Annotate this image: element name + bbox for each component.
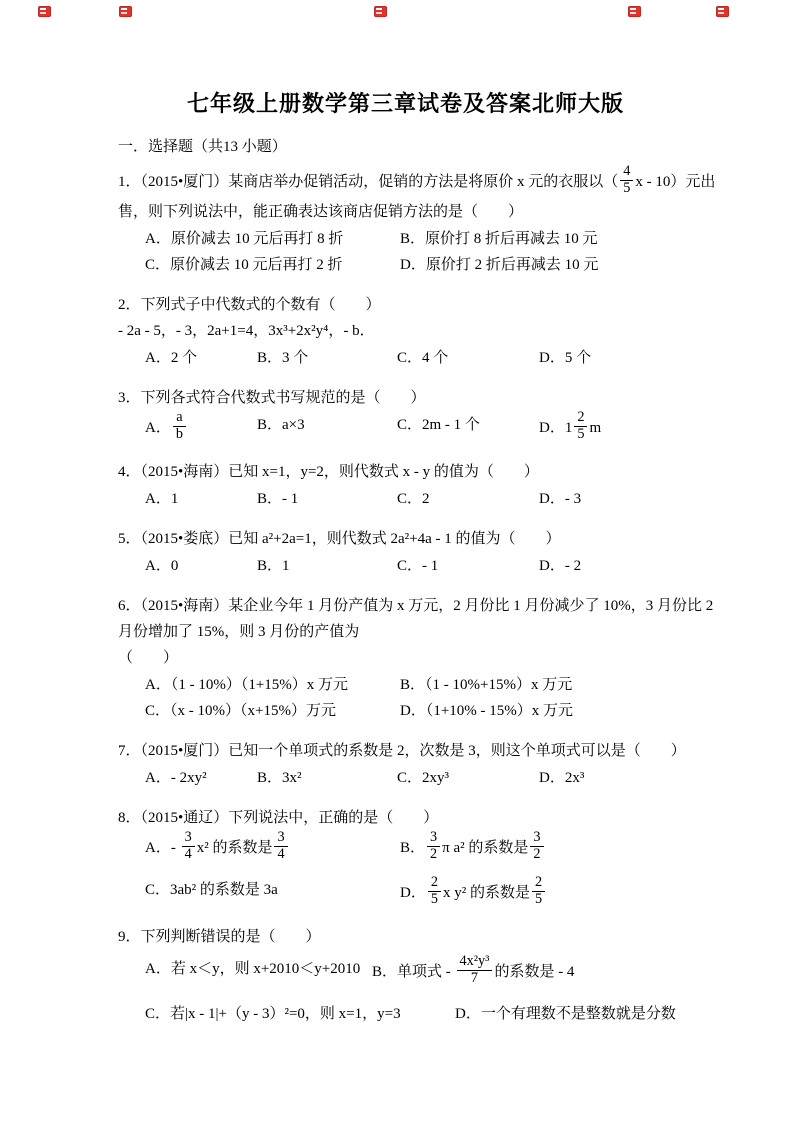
question-2-option-d: D．5 个 <box>539 349 592 366</box>
question-7-options <box>145 765 693 791</box>
question-7-option-d: D．2x³ <box>539 769 585 786</box>
question-6-option-c: C．（x - 10%）（x+15%）万元 <box>145 702 336 719</box>
question-2-option-b: B．3 个 <box>257 349 309 366</box>
question-3-option-a: A． $\frac{a}{b}$ <box>145 412 257 445</box>
question-7 <box>118 738 693 791</box>
question-3-option-c: C．2m - 1 个 <box>397 416 480 433</box>
question-2-expression: - 2a - 5，- 3，2a+1=4，3x³+2x²y⁴，- b． <box>118 322 375 339</box>
question-9-option-c: C．若|x - 1|+（y - 3）²=0，则 x=1，y=3 <box>145 1005 401 1022</box>
question-7-option-b: B．3x² <box>257 769 302 786</box>
question-2-stem-line-1: 2．下列式子中代数式的个数有（ ） <box>118 296 381 313</box>
question-3-stem-line-1: 3．下列各式符合代数式书写规范的是（ ） <box>118 389 426 406</box>
question-8 <box>118 805 693 910</box>
question-4 <box>118 459 693 512</box>
fraction: $\frac{2}{5}$ <box>532 875 545 908</box>
question-9-stem-line-1: 9．下列判断错误的是（ ） <box>118 928 321 945</box>
fraction: $\frac{3}{4}$ <box>182 830 195 863</box>
question-6-option-a: A．（1 - 10%）（1+15%）x 万元 <box>145 676 349 693</box>
question-2 <box>118 292 693 371</box>
question-9-option-d: D．一个有理数不是整数就是分数 <box>455 1005 676 1022</box>
question-7-option-a: A．- 2xy² <box>145 769 207 786</box>
question-6-stem-line-1: 6．（2015•海南）某企业今年 1 月份产值为 x 万元，2 月份比 1 月份减少了 10%，3 月份比 2 <box>118 597 714 614</box>
fraction: $\frac{2}{5}$ <box>428 875 441 908</box>
question-4-option-d: D．- 3 <box>539 490 582 507</box>
red-annotation-icon[interactable] <box>628 6 641 17</box>
red-annotation-icon[interactable] <box>374 6 387 17</box>
question-6-option-b: B．（1 - 10%+15%）x 万元 <box>400 676 573 693</box>
question-1-option-b: B．原价打 8 折后再减去 10 元 <box>400 230 598 247</box>
red-annotation-icon[interactable] <box>38 6 51 17</box>
question-9 <box>118 924 693 1027</box>
question-5-option-c: C．- 1 <box>397 557 439 574</box>
question-5 <box>118 526 693 579</box>
question-7-option-c: C．2xy³ <box>397 769 450 786</box>
question-8-option-d: D． $\frac{2}{5}$ x y² 的系数是 $\frac{2}{5}$ <box>400 877 693 910</box>
red-annotation-icon[interactable] <box>119 6 132 17</box>
question-2-option-a: A．2 个 <box>145 349 198 366</box>
question-3-options <box>145 408 693 445</box>
question-6-stem-line-2: 月份增加了 15%，则 3 月份的产值为 <box>118 623 360 640</box>
question-8-options-row-2 <box>145 873 693 910</box>
question-8-option-b: B． $\frac{3}{2}$ π a² 的系数是 $\frac{3}{2}$ <box>400 832 693 865</box>
question-4-option-c: C．2 <box>397 490 430 507</box>
question-3-option-d: D．1 $\frac{2}{5}$ m <box>539 408 602 442</box>
question-3-option-b: B．a×3 <box>257 416 305 433</box>
question-1-stem-line-2: 售，则下列说法中，能正确表达该商店促销方法的是（ ） <box>118 203 524 220</box>
question-9-options-row-1 <box>145 952 693 989</box>
question-4-option-a: A．1 <box>145 490 179 507</box>
question-1-option-c: C．原价减去 10 元后再打 2 折 <box>145 256 343 273</box>
question-4-stem-line-1: 4．（2015•海南）已知 x=1，y=2，则代数式 x - y 的值为（ ） <box>118 463 539 480</box>
question-6-answer-blank: （ ） <box>118 649 179 666</box>
question-5-option-d: D．- 2 <box>539 557 582 574</box>
question-7-stem-line-1: 7．（2015•厦门）已知一个单项式的系数是 2，次数是 3，则这个单项式可以是（ ） <box>118 742 686 759</box>
question-8-option-c: C．3ab² 的系数是 3a <box>145 881 278 898</box>
question-4-option-b: B．- 1 <box>257 490 299 507</box>
question-6-options <box>145 672 693 724</box>
question-5-options <box>145 553 693 579</box>
question-9-option-a: A．若 x＜y，则 x+2010＜y+2010 <box>145 960 361 977</box>
question-9-option-b: B．单项式 - $\frac{\text{4x²y³}}{7}$ 的系数是 - 4 <box>372 952 575 986</box>
page-title: 七年级上册数学第三章试卷及答案北师大版 <box>186 91 624 116</box>
question-6 <box>118 593 714 724</box>
fraction: $\frac{2}{5}$ <box>574 410 587 443</box>
question-4-options <box>145 486 693 512</box>
fraction: $\frac{4}{5}$ <box>620 164 633 197</box>
question-5-option-b: B．1 <box>257 557 290 574</box>
red-annotation-icon[interactable] <box>716 6 729 17</box>
question-5-stem-line-1: 5．（2015•娄底）已知 a²+2a=1，则代数式 2a²+4a - 1 的值为（ ） <box>118 530 561 547</box>
fraction: $\frac{3}{4}$ <box>274 830 287 863</box>
question-2-option-c: C．4 个 <box>397 349 449 366</box>
question-8-option-a: A．- $\frac{3}{4}$ x² 的系数是 $\frac{3}{4}$ <box>145 832 400 865</box>
question-9-options-row-2 <box>145 1001 693 1027</box>
question-1-options <box>145 226 693 278</box>
fraction: $\frac{a}{b}$ <box>173 410 186 443</box>
question-5-option-a: A．0 <box>145 557 179 574</box>
annotation-marker-row <box>0 0 793 20</box>
question-1 <box>118 163 716 278</box>
question-8-options-row-1 <box>145 828 693 865</box>
question-8-stem-line-1: 8．（2015•通辽）下列说法中，正确的是（ ） <box>118 809 439 826</box>
question-1-option-a: A．原价减去 10 元后再打 8 折 <box>145 230 344 247</box>
fraction: $\frac{3}{2}$ <box>427 830 440 863</box>
fraction: $\frac{3}{2}$ <box>530 830 543 863</box>
section-heading: 一．选择题（共13 小题） <box>118 139 287 155</box>
fraction: $\frac{\text{4x²y³}}{7}$ <box>457 954 493 987</box>
question-1-option-d: D．原价打 2 折后再减去 10 元 <box>400 256 599 273</box>
question-2-options <box>145 345 693 371</box>
question-1-stem-line-1: 1．（2015•厦门）某商店举办促销活动，促销的方法是将原价 x 元的衣服以（ $\frac{4}{5}$ x - 10）元出 <box>118 163 716 196</box>
question-3 <box>118 385 693 445</box>
question-6-option-d: D．（1+10% - 15%）x 万元 <box>400 702 574 719</box>
